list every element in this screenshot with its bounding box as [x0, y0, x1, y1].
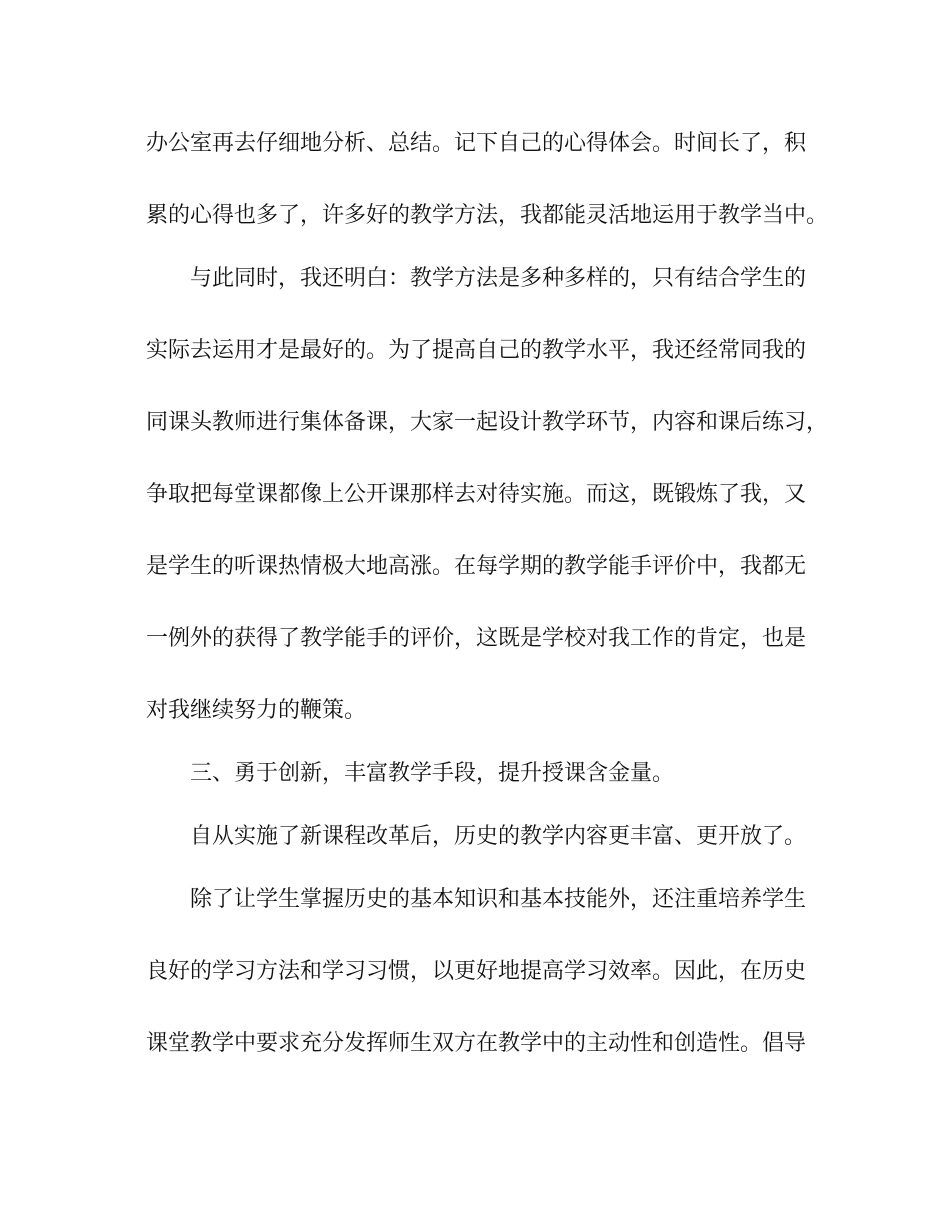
- text-line-3: 与此同时，我还明白：教学方法是多种多样的，只有结合学生的: [190, 266, 807, 291]
- text-line-11: 自从实施了新课程改革后，历史的教学内容更丰富、更开放了。: [190, 824, 807, 849]
- text-line-10: 三、勇于创新，丰富教学手段，提升授课含金量。: [190, 761, 675, 786]
- text-line-9: 对我继续努力的鞭策。: [146, 698, 367, 723]
- text-line-5: 同课头教师进行集体备课，大家一起设计教学环节，内容和课后练习，: [146, 410, 829, 435]
- text-line-13: 良好的学习方法和学习习惯，以更好地提高学习效率。因此，在历史: [146, 959, 807, 984]
- text-line-2: 累的心得也多了，许多好的教学方法，我都能灵活地运用于教学当中。: [146, 203, 829, 228]
- text-line-12: 除了让学生掌握历史的基本知识和基本技能外，还注重培养学生: [190, 887, 807, 912]
- text-line-6: 争取把每堂课都像上公开课那样去对待实施。而这，既锻炼了我，又: [146, 482, 807, 507]
- text-line-8: 一例外的获得了教学能手的评价，这既是学校对我工作的肯定，也是: [146, 626, 807, 651]
- text-line-1: 办公室再去仔细地分析、总结。记下自己的心得体会。时间长了，积: [146, 131, 807, 156]
- text-line-7: 是学生的听课热情极大地高涨。在每学期的教学能手评价中，我都无: [146, 554, 807, 579]
- text-line-14: 课堂教学中要求充分发挥师生双方在教学中的主动性和创造性。倡导: [146, 1031, 807, 1056]
- text-line-4: 实际去运用才是最好的。为了提高自己的教学水平，我还经常同我的: [146, 338, 807, 363]
